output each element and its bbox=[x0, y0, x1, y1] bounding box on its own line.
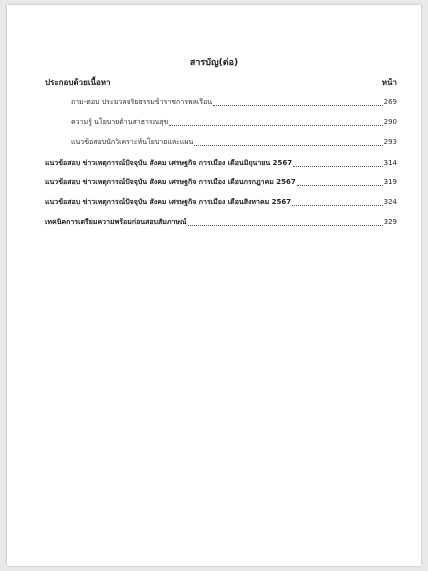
dot-leader bbox=[188, 225, 383, 226]
toc-entry-text: ความรู้ นโยบายด้านสาธารณสุข bbox=[71, 118, 169, 126]
toc-entry-page: 319 bbox=[383, 178, 397, 186]
toc-entry[interactable] bbox=[71, 117, 397, 128]
toc-entry-page: 314 bbox=[383, 159, 397, 167]
toc-entry[interactable] bbox=[45, 197, 397, 208]
toc-entry-text: ถาม-ตอบ ประมวลจริยธรรมข้าราชการพลเรือน bbox=[71, 98, 213, 106]
toc-entry-page: 293 bbox=[383, 138, 397, 146]
toc-entry-text: เทคนิคการเตรียมความพร้อมก่อนสอบสัมภาษณ์ bbox=[45, 218, 187, 226]
page-header: หน้า bbox=[381, 78, 397, 87]
toc-entry-text: แนวข้อสอบ ข่าวเหตุการณ์ปัจจุบัน สังคม เศรษฐกิจ การเมือง เดือนมิถุนายน 2567 bbox=[45, 159, 293, 167]
toc-entry[interactable] bbox=[71, 137, 397, 148]
content-header: ประกอบด้วยเนื้อหา bbox=[45, 78, 111, 87]
toc-entry[interactable] bbox=[45, 217, 397, 228]
document-page bbox=[7, 5, 421, 566]
toc-entry-text: แนวข้อสอบนักวิเคราะห์นโยบายและแผน bbox=[71, 138, 194, 146]
dot-leader bbox=[194, 145, 382, 146]
dot-leader bbox=[293, 166, 383, 167]
toc-entry[interactable] bbox=[45, 158, 397, 169]
toc-entry-text: แนวข้อสอบ ข่าวเหตุการณ์ปัจจุบัน สังคม เศรษฐกิจ การเมือง เดือนกรกฎาคม 2567 bbox=[45, 178, 296, 186]
dot-leader bbox=[169, 125, 382, 126]
toc-header-row bbox=[45, 76, 397, 89]
toc-entry-text: แนวข้อสอบ ข่าวเหตุการณ์ปัจจุบัน สังคม เศรษฐกิจ การเมือง เดือนสิงหาคม 2567 bbox=[45, 198, 292, 206]
dot-leader bbox=[297, 185, 383, 186]
toc-entry-page: 329 bbox=[383, 218, 397, 226]
dot-leader bbox=[292, 205, 382, 206]
toc-entry[interactable] bbox=[45, 177, 397, 188]
toc-entry-page: 290 bbox=[383, 118, 397, 126]
toc-entry[interactable] bbox=[71, 97, 397, 108]
toc-entry-page: 324 bbox=[383, 198, 397, 206]
dot-leader bbox=[213, 105, 383, 106]
toc-title: สารบัญ(ต่อ) bbox=[189, 58, 239, 68]
toc-entry-page: 269 bbox=[383, 98, 397, 106]
